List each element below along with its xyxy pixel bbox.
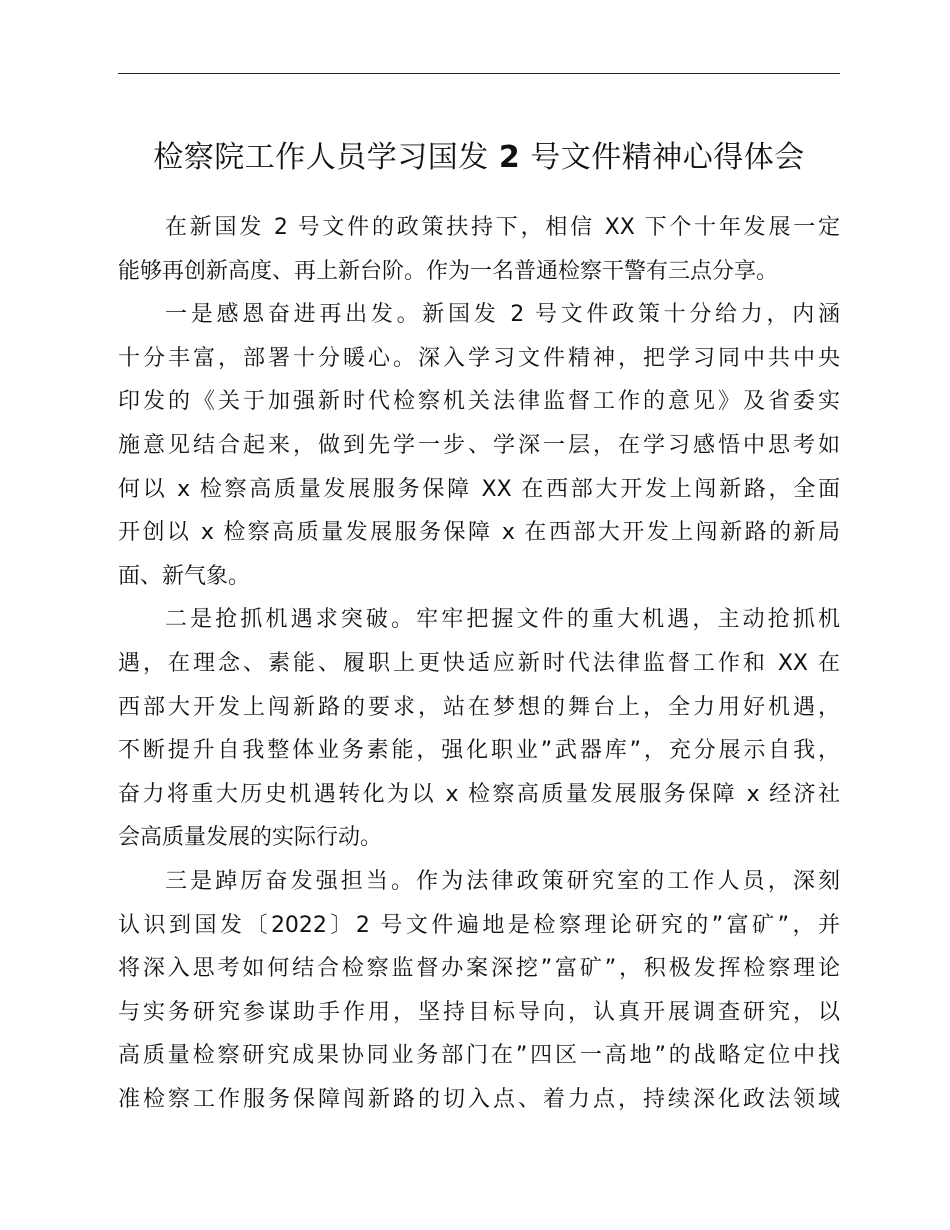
document-body <box>118 206 840 1121</box>
paragraph-line: 二是抢抓机遇求突破。牢牢把握文件的重大机遇，主动抢抓机 <box>165 607 840 633</box>
paragraph-line: 在新国发 2 号文件的政策扶持下，相信 XX 下个十年发展一定 <box>165 215 840 240</box>
paragraph-line: 认识到国发〔2022〕2 号文件遍地是检察理论研究的”富矿”，并 <box>118 912 840 938</box>
header-rule <box>118 73 840 74</box>
paragraph-line: 能够再创新高度、再上新台阶。作为一名普通检察干警有三点分享。 <box>118 258 779 284</box>
paragraph-line: 会高质量发展的实际行动。 <box>118 825 383 851</box>
paragraph-intro <box>118 206 840 293</box>
paragraph-line: 奋力将重大历史机遇转化为以 x 检察高质量发展服务保障 x 经济社 <box>118 781 840 807</box>
paragraph-point-one <box>118 293 840 598</box>
paragraph-line: 与实务研究参谋助手作用，坚持目标导向，认真开展调查研究，以 <box>118 999 840 1025</box>
paragraph-line: 面、新气象。 <box>118 563 251 589</box>
title-number: 2 <box>498 140 521 175</box>
paragraph-line: 西部大开发上闯新路的要求，站在梦想的舞台上，全力用好机遇， <box>118 694 840 720</box>
paragraph-line: 开创以 x 检察高质量发展服务保障 x 在西部大开发上闯新路的新局 <box>118 520 840 546</box>
paragraph-line: 十分丰富，部署十分暖心。深入学习文件精神，把学习同中共中央 <box>118 345 840 371</box>
document-title <box>118 138 840 178</box>
paragraph-point-two <box>118 598 840 860</box>
paragraph-line: 准检察工作服务保障闯新路的切入点、着力点，持续深化政法领域 <box>118 1086 840 1112</box>
paragraph-line: 施意见结合起来，做到先学一步、学深一层，在学习感悟中思考如 <box>118 432 840 458</box>
paragraph-line: 高质量检察研究成果协同业务部门在”四区一高地”的战略定位中找 <box>118 1043 840 1069</box>
paragraph-point-three <box>118 860 840 1122</box>
paragraph-line: 印发的《关于加强新时代检察机关法律监督工作的意见》及省委实 <box>118 389 840 415</box>
title-part-2: 号文件精神心得体会 <box>520 140 805 175</box>
paragraph-line: 不断提升自我整体业务素能，强化职业”武器库”，充分展示自我， <box>118 738 840 764</box>
title-part-1: 检察院工作人员学习国发 <box>153 140 499 175</box>
paragraph-line: 将深入思考如何结合检察监督办案深挖”富矿”，积极发挥检察理论 <box>118 956 840 982</box>
paragraph-line: 何以 x 检察高质量发展服务保障 XX 在西部大开发上闯新路，全面 <box>118 476 840 502</box>
paragraph-line: 一是感恩奋进再出发。新国发 2 号文件政策十分给力，内涵 <box>165 302 840 328</box>
paragraph-line: 遇，在理念、素能、履职上更快适应新时代法律监督工作和 XX 在 <box>118 650 840 676</box>
paragraph-line: 三是踔厉奋发强担当。作为法律政策研究室的工作人员，深刻 <box>165 868 840 894</box>
